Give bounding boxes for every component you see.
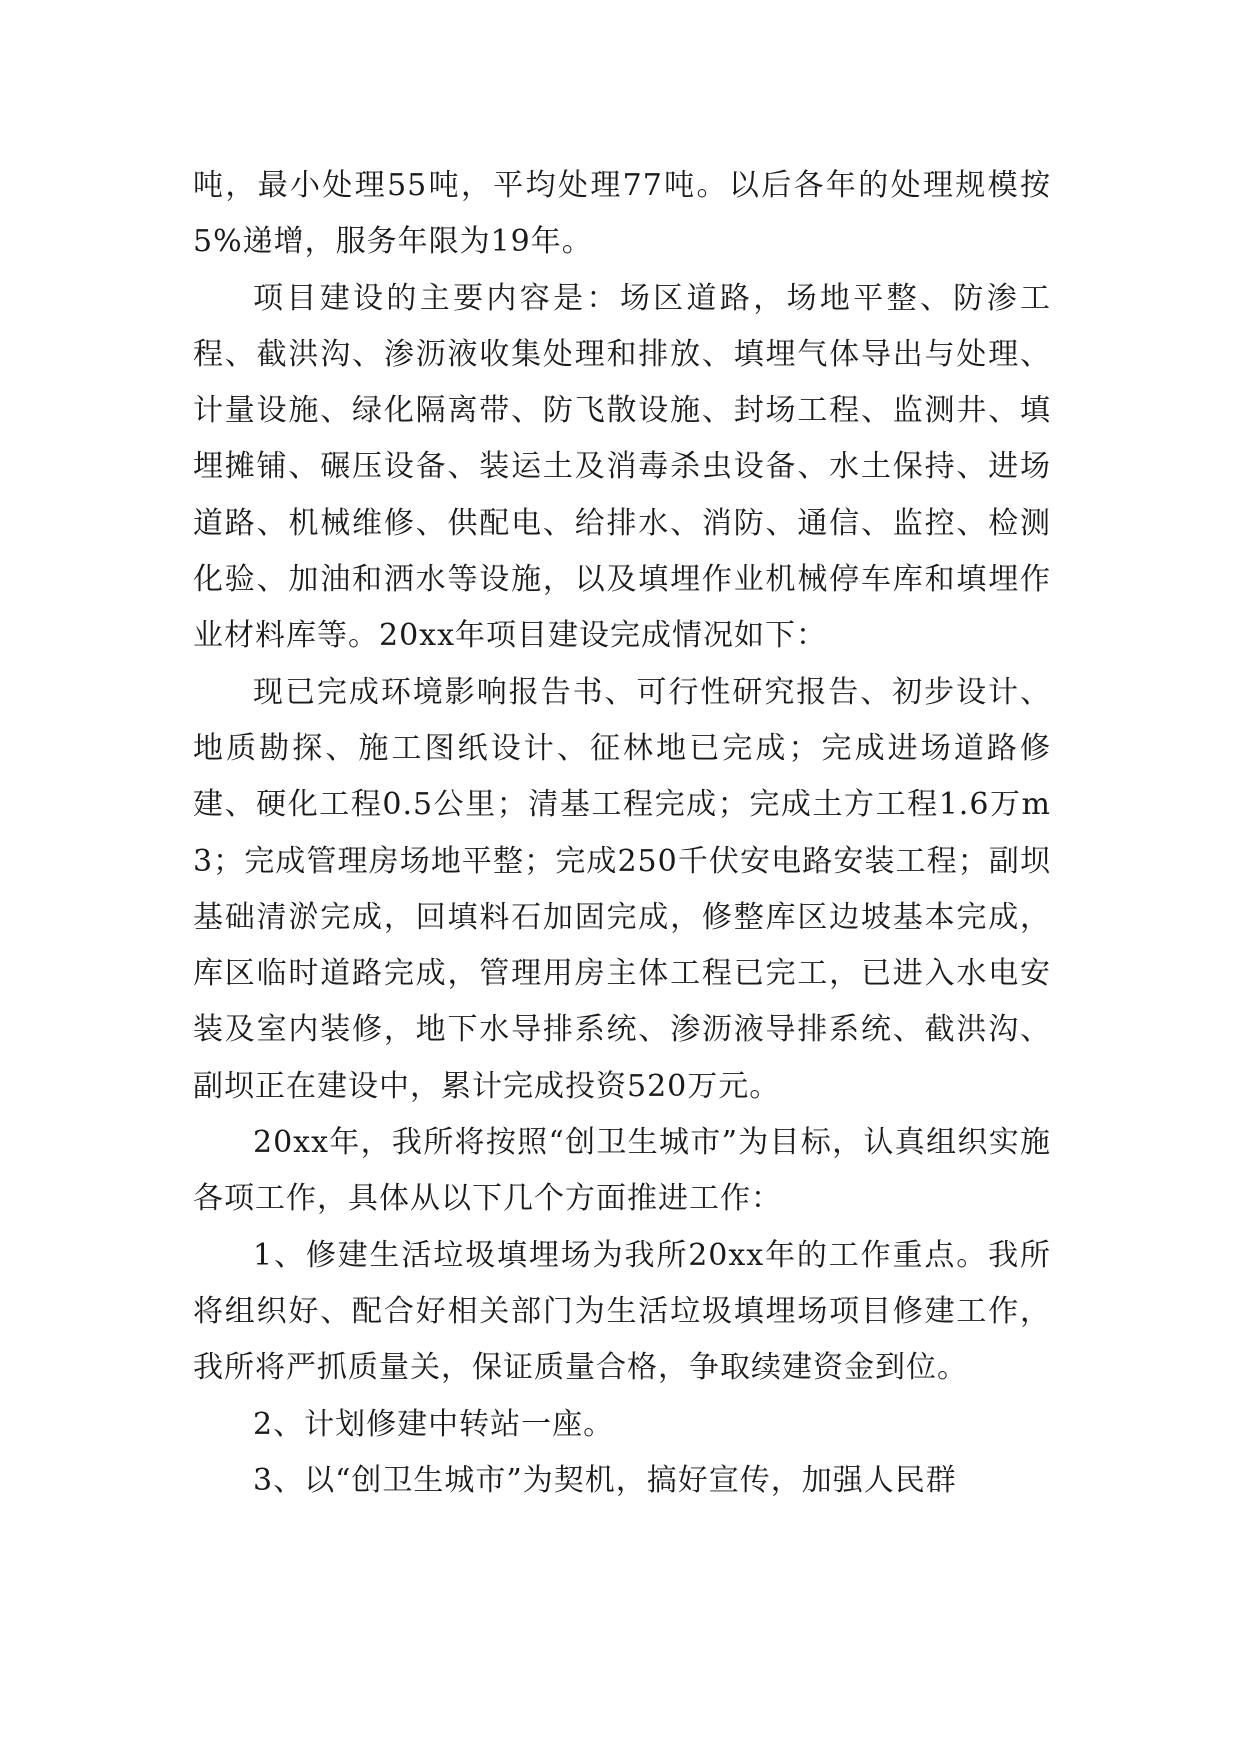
paragraph: 现已完成环境影响报告书、可行性研究报告、初步设计、地质勘探、施工图纸设计、征林地已完成；完成进场道路修建、硬化工程0.5公里；清基工程完成；完成土方工程1.6万m3；完成管理房场地平整；完成250千伏安电路安装工程；副坝基础清淤完成，回填料石加固完成，修整库区边坡基本完成，库区临时道路完成，管理用房主体工程已完工，已进入水电安装及室内装修，地下水导排系统、渗沥液导排系统、截洪沟、副坝正在建设中，累计完成投资520万元。 <box>193 674 1051 1104</box>
paragraph: 1、修建生活垃圾填埋场为我所20xx年的工作重点。我所将组织好、配合好相关部门为生活垃圾填埋场项目修建工作，我所将严抓质量关，保证质量合格，争取续建资金到位。 <box>193 1237 1051 1386</box>
paragraph: 吨，最小处理55吨，平均处理77吨。以后各年的处理规模按5%递增，服务年限为19年。 <box>193 168 1051 260</box>
document-body <box>193 158 1051 1509</box>
paragraph: 3、以“创卫生城市”为契机，搞好宣传，加强人民群 <box>253 1462 957 1498</box>
paragraph: 项目建设的主要内容是：场区道路，场地平整、防渗工程、截洪沟、渗沥液收集处理和排放、填埋气体导出与处理、计量设施、绿化隔离带、防飞散设施、封场工程、监测井、填埋摊铺、碾压设备、装运土及消毒杀虫设备、水土保持、进场道路、机械维修、供配电、给排水、消防、通信、监控、检测化验、加油和洒水等设施，以及填埋作业机械停车库和填埋作业材料库等。20xx年项目建设完成情况如下： <box>193 280 1051 654</box>
paragraph: 20xx年，我所将按照“创卫生城市”为目标，认真组织实施各项工作，具体从以下几个方面推进工作： <box>193 1125 1051 1217</box>
paragraph: 2、计划修建中转站一座。 <box>253 1406 615 1442</box>
